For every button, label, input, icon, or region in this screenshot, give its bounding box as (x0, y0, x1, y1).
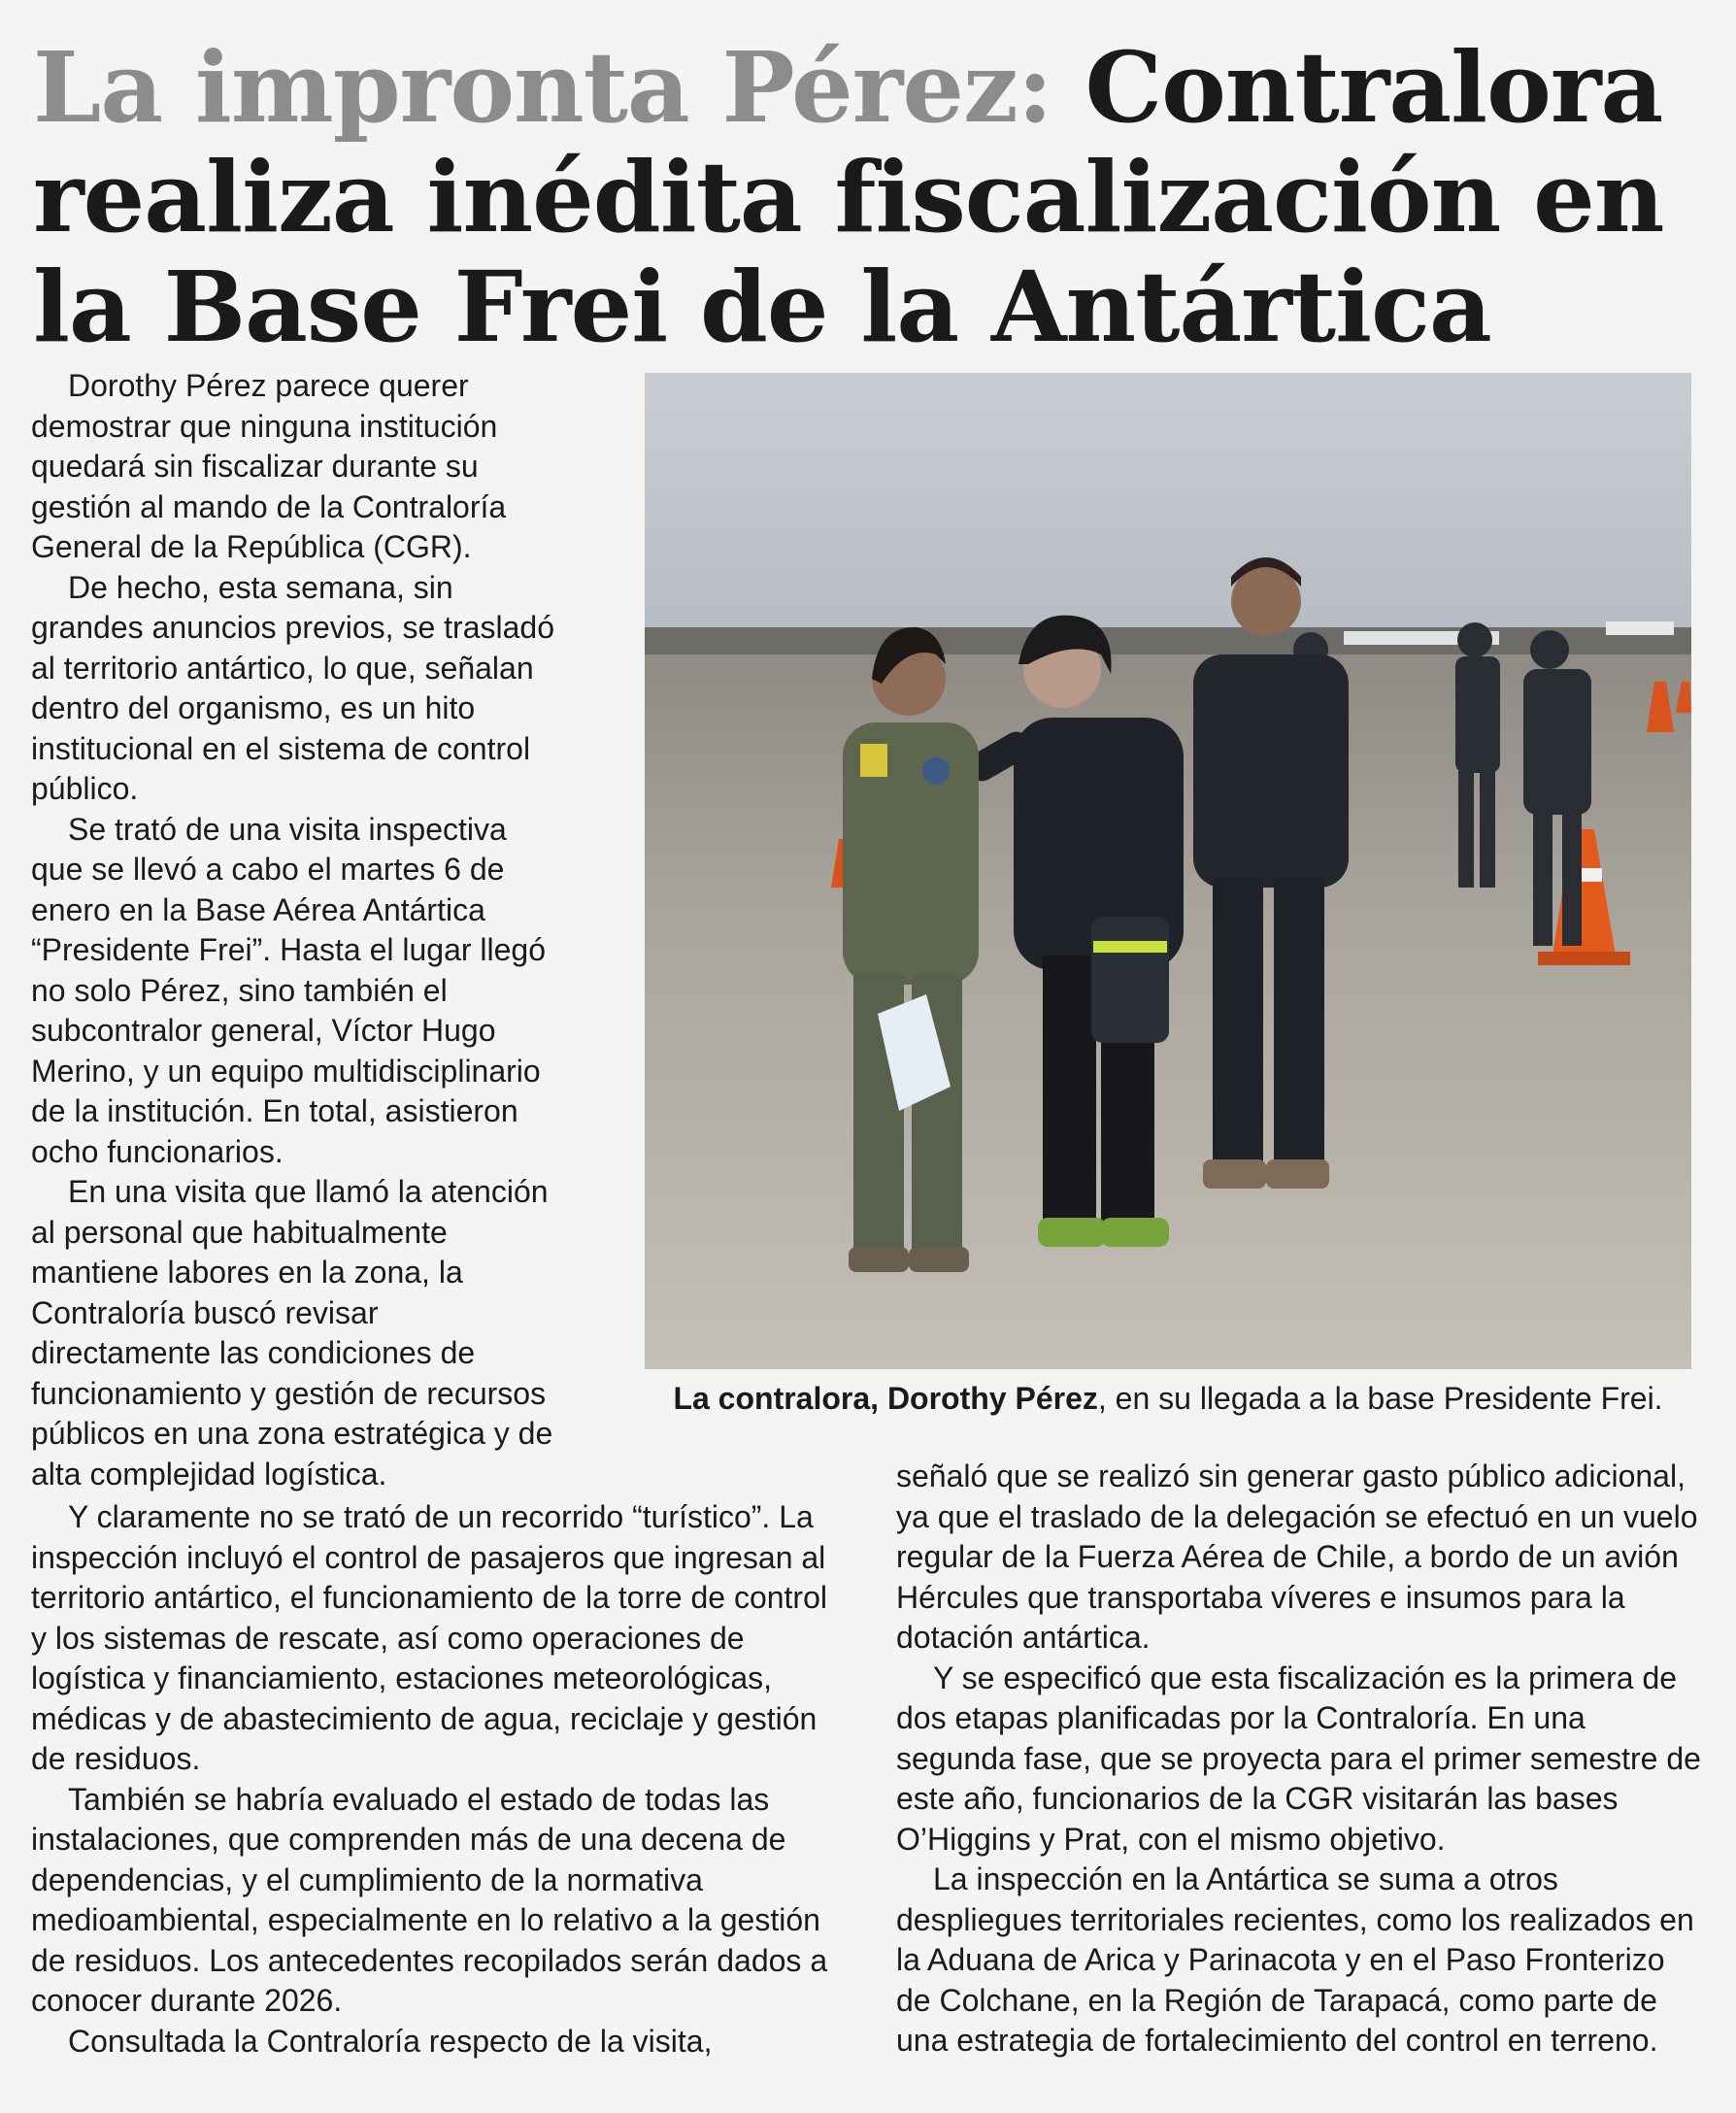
news-photo (645, 373, 1691, 1369)
paragraph-5: Y claramente no se trató de un recorrido “turístico”. La inspección incluyó el control de pasajeros que ingresan al territorio antártico, el funcionamiento de la torre de control y los sistemas de rescate, así como operaciones de logística y financiamiento, estaciones meteorológicas, médicas y de abastecimiento de agua, reciclaje y gestión de residuos. (31, 1499, 827, 1776)
headline (33, 30, 1703, 364)
paragraph-7: Consultada la Contraloría respecto de la visita, (68, 2023, 713, 2059)
paragraph-6: También se habría evaluado el estado de todas las instalaciones, que comprenden más de una decena de dependencias, y el cumplimiento de la normativa medioambiental, especialmente en lo relativo a la gestión de residuos. Los antecedentes recopilados serán dados a conocer durante 2026. (31, 1781, 828, 2018)
paragraph-3: Se trató de una visita inspectiva que se llevó a cabo el martes 6 de enero en la Base Aérea Antártica “Presidente Frei”. Hasta el lugar llegó no solo Pérez, sino también el subcontralor general, Víctor Hugo Merino, y un equipo multidisciplinario de la institución. En total, asistieron ocho funcionarios. (31, 811, 547, 1169)
paragraph-4: En una visita que llamó la atención al personal que habitualmente mantiene labores en la zona, la Contraloría buscó revisar directamente las condiciones de funcionamiento y gestión de recursos públicos en una zona estratégica y de alta complejidad logística. (31, 1174, 553, 1492)
headline-title: Contralora realiza inédita fiscalización en la Base Frei de la Antártica (33, 30, 1664, 364)
paragraph-10: La inspección en la Antártica se suma a otros despliegues territoriales recientes, como los realizados en la Aduana de Arica y Parinacota y en el Paso Fronterizo de Colchane, en la Región de Tarapacá, como parte de una estrategia de fortalecimiento del control en terreno. (896, 1861, 1694, 2058)
paragraph-8: señaló que se realizó sin generar gasto público adicional, ya que el traslado de la delegación se efectuó en un vuelo regular de la Fuerza Aérea de Chile, a bordo de un avión Hércules que transportaba víveres e insumos para la dotación antártica. (896, 1459, 1698, 1655)
headline-kicker: La impronta Pérez: (33, 30, 1052, 145)
caption-bold: La contralora, Dorothy Pérez (673, 1381, 1098, 1416)
paragraph-9: Y se especificó que esta fiscalización es la primera de dos etapas planificadas por la Contraloría. En una segunda fase, que se proyecta para el primer semestre de este año, funcionarios de la CGR visitarán las bases O’Higgins y Prat, con el mismo objetivo. (896, 1660, 1701, 1857)
photo-illustration (645, 373, 1691, 1369)
article-column-bottom-right (896, 1457, 1702, 2062)
article-column-bottom-left (31, 1497, 837, 2062)
paragraph-2: De hecho, esta semana, sin grandes anuncios previos, se trasladó al territorio antártico, lo que, señalan dentro del organismo, es un hito institucional en el sistema de control público. (31, 569, 554, 806)
article-column-left (31, 366, 555, 1494)
caption-rest: , en su llegada a la base Presidente Frei. (1097, 1381, 1663, 1416)
paragraph-1: Dorothy Pérez parece querer demostrar que ninguna institución quedará sin fiscalizar durante su gestión al mando de la Contraloría General de la República (CGR). (31, 368, 507, 564)
photo-caption (645, 1379, 1691, 1418)
